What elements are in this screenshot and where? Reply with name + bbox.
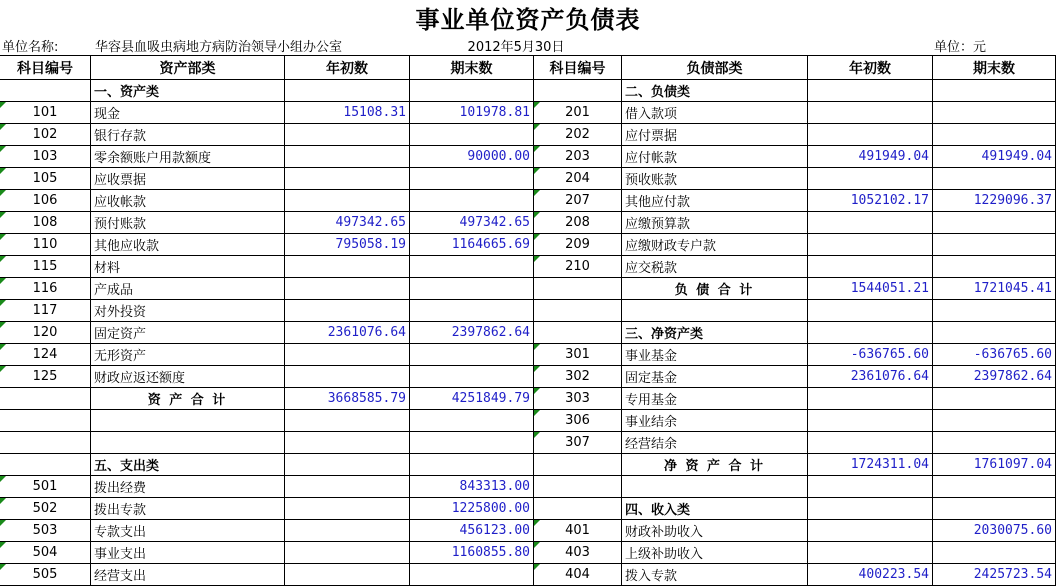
asset-opening-cell[interactable]: [285, 542, 410, 564]
column-header-right-code: 科目编号: [534, 56, 622, 80]
liability-closing-cell[interactable]: [933, 102, 1056, 124]
asset-closing-cell[interactable]: 1225800.00: [410, 498, 534, 520]
asset-name-cell[interactable]: 零余额账户用款额度: [91, 146, 285, 168]
asset-closing-cell[interactable]: [410, 190, 534, 212]
liability-total-spacer: [534, 278, 622, 300]
asset-total-label: 资 产 合 计: [91, 388, 285, 410]
asset-opening-cell[interactable]: [285, 564, 410, 586]
liability-closing-cell[interactable]: [933, 498, 1056, 520]
asset-closing-cell[interactable]: 101978.81: [410, 102, 534, 124]
asset-code-cell: 117: [0, 300, 91, 322]
liability-closing-cell[interactable]: [933, 80, 1056, 102]
asset-opening-cell[interactable]: [285, 256, 410, 278]
liability-code-cell: [534, 322, 622, 344]
liability-code-cell: 403: [534, 542, 622, 564]
asset-code-cell: 103: [0, 146, 91, 168]
liability-code-cell: 404: [534, 564, 622, 586]
asset-name-cell[interactable]: 事业支出: [91, 542, 285, 564]
asset-opening-cell[interactable]: [285, 168, 410, 190]
asset-closing-cell[interactable]: [410, 300, 534, 322]
asset-opening-cell[interactable]: 15108.31: [285, 102, 410, 124]
asset-code-cell: 504: [0, 542, 91, 564]
liability-code-cell: [534, 476, 622, 498]
liability-closing-cell[interactable]: 2030075.60: [933, 520, 1056, 542]
asset-code-cell: 108: [0, 212, 91, 234]
liability-name-cell[interactable]: 财政补助收入: [622, 520, 808, 542]
liability-opening-cell[interactable]: [808, 168, 933, 190]
liability-code-cell: [534, 498, 622, 520]
liability-name-cell[interactable]: 预收账款: [622, 168, 808, 190]
asset-opening-cell[interactable]: [285, 454, 410, 476]
liability-opening-cell[interactable]: 491949.04: [808, 146, 933, 168]
liability-opening-cell[interactable]: 2361076.64: [808, 366, 933, 388]
asset-code-cell: 124: [0, 344, 91, 366]
liability-closing-cell[interactable]: [933, 476, 1056, 498]
liability-name-cell[interactable]: 应缴预算款: [622, 212, 808, 234]
liability-opening-cell[interactable]: [808, 498, 933, 520]
liability-opening-cell[interactable]: [808, 80, 933, 102]
liability-name-cell[interactable]: [622, 300, 808, 322]
asset-code-cell: [0, 454, 91, 476]
column-header-right-opening: 年初数: [808, 56, 933, 80]
liability-code-cell: 307: [534, 432, 622, 454]
asset-name-cell[interactable]: 应收帐款: [91, 190, 285, 212]
column-header-left-name: 资产部类: [91, 56, 285, 80]
liability-name-cell[interactable]: 拨入专款: [622, 564, 808, 586]
asset-closing-cell[interactable]: [410, 432, 534, 454]
column-header-left-code: 科目编号: [0, 56, 91, 80]
asset-name-cell[interactable]: 预付账款: [91, 212, 285, 234]
liability-code-cell: [534, 80, 622, 102]
asset-name-cell[interactable]: 无形资产: [91, 344, 285, 366]
asset-closing-cell[interactable]: 843313.00: [410, 476, 534, 498]
total-opening-value[interactable]: 1724311.04: [808, 454, 933, 476]
liability-code-cell: 209: [534, 234, 622, 256]
asset-opening-cell[interactable]: [285, 80, 410, 102]
asset-name-cell[interactable]: [91, 432, 285, 454]
liability-closing-cell[interactable]: [933, 300, 1056, 322]
report-date[interactable]: 2012年5月30日: [467, 39, 565, 55]
asset-code-cell: 102: [0, 124, 91, 146]
liability-opening-cell[interactable]: [808, 212, 933, 234]
asset-closing-cell[interactable]: 1164665.69: [410, 234, 534, 256]
asset-code-cell: 120: [0, 322, 91, 344]
asset-closing-cell[interactable]: 456123.00: [410, 520, 534, 542]
asset-closing-cell[interactable]: [410, 124, 534, 146]
liability-code-cell: 210: [534, 256, 622, 278]
liability-name-cell[interactable]: 固定基金: [622, 366, 808, 388]
liability-total-label: 负 债 合 计: [622, 278, 808, 300]
asset-closing-cell[interactable]: 90000.00: [410, 146, 534, 168]
asset-opening-cell[interactable]: [285, 366, 410, 388]
asset-code-cell: 106: [0, 190, 91, 212]
liability-closing-cell[interactable]: [933, 256, 1056, 278]
liability-code-cell: 208: [534, 212, 622, 234]
total-opening-value[interactable]: 1544051.21: [808, 278, 933, 300]
asset-name-cell[interactable]: 银行存款: [91, 124, 285, 146]
asset-opening-cell[interactable]: [285, 410, 410, 432]
asset-code-cell: 110: [0, 234, 91, 256]
asset-name-cell[interactable]: 财政应返还额度: [91, 366, 285, 388]
liability-opening-cell[interactable]: [808, 102, 933, 124]
liability-closing-cell[interactable]: [933, 542, 1056, 564]
asset-name-cell[interactable]: 专款支出: [91, 520, 285, 542]
asset-opening-cell[interactable]: [285, 190, 410, 212]
liability-opening-cell[interactable]: [808, 322, 933, 344]
total-closing-value[interactable]: 4251849.79: [410, 388, 534, 410]
liability-code-cell: 201: [534, 102, 622, 124]
asset-opening-cell[interactable]: [285, 124, 410, 146]
liability-name-cell[interactable]: 其他应付款: [622, 190, 808, 212]
asset-total-spacer: [0, 388, 91, 410]
column-header-left-closing: 期末数: [410, 56, 534, 80]
liability-name-cell[interactable]: 借入款项: [622, 102, 808, 124]
liability-code-cell: 302: [534, 366, 622, 388]
liability-name-cell[interactable]: 上级补助收入: [622, 542, 808, 564]
asset-opening-cell[interactable]: [285, 278, 410, 300]
liability-code-cell: 204: [534, 168, 622, 190]
asset-code-cell: 502: [0, 498, 91, 520]
liability-name-cell[interactable]: 事业基金: [622, 344, 808, 366]
asset-name-cell[interactable]: 其他应收款: [91, 234, 285, 256]
asset-code-cell: 503: [0, 520, 91, 542]
asset-opening-cell[interactable]: [285, 498, 410, 520]
asset-name-cell[interactable]: 拨出经费: [91, 476, 285, 498]
liability-closing-cell[interactable]: 491949.04: [933, 146, 1056, 168]
asset-closing-cell[interactable]: [410, 278, 534, 300]
liability-opening-cell[interactable]: [808, 432, 933, 454]
asset-code-cell: 125: [0, 366, 91, 388]
asset-opening-cell[interactable]: [285, 146, 410, 168]
liability-closing-cell[interactable]: -636765.60: [933, 344, 1056, 366]
asset-closing-cell[interactable]: [410, 454, 534, 476]
liability-closing-cell[interactable]: [933, 168, 1056, 190]
asset-code-cell: 101: [0, 102, 91, 124]
liability-opening-cell[interactable]: -636765.60: [808, 344, 933, 366]
liability-closing-cell[interactable]: 2425723.54: [933, 564, 1056, 586]
asset-opening-cell[interactable]: [285, 520, 410, 542]
liability-total-label: 净 资 产 合 计: [622, 454, 808, 476]
asset-name-cell[interactable]: 材料: [91, 256, 285, 278]
asset-opening-cell[interactable]: [285, 432, 410, 454]
asset-name-cell[interactable]: 对外投资: [91, 300, 285, 322]
total-opening-value[interactable]: 3668585.79: [285, 388, 410, 410]
liability-closing-cell[interactable]: [933, 234, 1056, 256]
asset-closing-cell[interactable]: 2397862.64: [410, 322, 534, 344]
liability-closing-cell[interactable]: 2397862.64: [933, 366, 1056, 388]
liability-code-cell: 401: [534, 520, 622, 542]
asset-closing-cell[interactable]: [410, 564, 534, 586]
liability-name-cell[interactable]: 三、净资产类: [622, 322, 808, 344]
liability-name-cell[interactable]: 应付帐款: [622, 146, 808, 168]
liability-name-cell[interactable]: 应交税款: [622, 256, 808, 278]
asset-code-cell: 116: [0, 278, 91, 300]
liability-code-cell: 306: [534, 410, 622, 432]
liability-opening-cell[interactable]: [808, 124, 933, 146]
liability-name-cell[interactable]: [622, 476, 808, 498]
asset-closing-cell[interactable]: [410, 80, 534, 102]
asset-name-cell[interactable]: 拨出专款: [91, 498, 285, 520]
column-header-right-closing: 期末数: [933, 56, 1056, 80]
asset-closing-cell[interactable]: [410, 344, 534, 366]
total-closing-value[interactable]: 1761097.04: [933, 454, 1056, 476]
sheet-title: 事业单位资产负债表: [415, 5, 641, 34]
liability-opening-cell[interactable]: [808, 542, 933, 564]
liability-name-cell[interactable]: 专用基金: [622, 388, 808, 410]
unit-name-label: 单位名称:: [2, 39, 59, 55]
asset-opening-cell[interactable]: [285, 344, 410, 366]
asset-code-cell: 501: [0, 476, 91, 498]
liability-closing-cell[interactable]: [933, 388, 1056, 410]
asset-name-cell[interactable]: 应收票据: [91, 168, 285, 190]
column-header-left-opening: 年初数: [285, 56, 410, 80]
asset-opening-cell[interactable]: 795058.19: [285, 234, 410, 256]
asset-closing-cell[interactable]: 1160855.80: [410, 542, 534, 564]
asset-name-cell[interactable]: 固定资产: [91, 322, 285, 344]
asset-opening-cell[interactable]: [285, 476, 410, 498]
asset-name-cell[interactable]: [91, 410, 285, 432]
liability-opening-cell[interactable]: 400223.54: [808, 564, 933, 586]
liability-name-cell[interactable]: 应付票据: [622, 124, 808, 146]
liability-code-cell: 303: [534, 388, 622, 410]
liability-total-spacer: [534, 454, 622, 476]
asset-name-cell[interactable]: 一、资产类: [91, 80, 285, 102]
asset-opening-cell[interactable]: 497342.65: [285, 212, 410, 234]
liability-opening-cell[interactable]: [808, 476, 933, 498]
liability-code-cell: 202: [534, 124, 622, 146]
asset-code-cell: 105: [0, 168, 91, 190]
asset-closing-cell[interactable]: [410, 366, 534, 388]
asset-name-cell[interactable]: 产成品: [91, 278, 285, 300]
liability-opening-cell[interactable]: [808, 234, 933, 256]
liability-closing-cell[interactable]: 1229096.37: [933, 190, 1056, 212]
total-closing-value[interactable]: 1721045.41: [933, 278, 1056, 300]
liability-closing-cell[interactable]: [933, 432, 1056, 454]
asset-closing-cell[interactable]: 497342.65: [410, 212, 534, 234]
asset-name-cell[interactable]: 现金: [91, 102, 285, 124]
liability-name-cell[interactable]: 经营结余: [622, 432, 808, 454]
asset-closing-cell[interactable]: [410, 168, 534, 190]
asset-opening-cell[interactable]: [285, 300, 410, 322]
liability-code-cell: 207: [534, 190, 622, 212]
liability-code-cell: 301: [534, 344, 622, 366]
liability-name-cell[interactable]: 二、负债类: [622, 80, 808, 102]
asset-opening-cell[interactable]: 2361076.64: [285, 322, 410, 344]
currency-unit: 单位：元: [934, 39, 987, 55]
liability-opening-cell[interactable]: [808, 388, 933, 410]
liability-closing-cell[interactable]: [933, 410, 1056, 432]
liability-opening-cell[interactable]: [808, 410, 933, 432]
liability-opening-cell[interactable]: [808, 520, 933, 542]
liability-closing-cell[interactable]: [933, 124, 1056, 146]
liability-opening-cell[interactable]: 1052102.17: [808, 190, 933, 212]
liability-closing-cell[interactable]: [933, 322, 1056, 344]
liability-name-cell[interactable]: 应缴财政专户款: [622, 234, 808, 256]
unit-name[interactable]: 华容县血吸虫病地方病防治领导小组办公室: [95, 39, 343, 55]
asset-code-cell: 505: [0, 564, 91, 586]
asset-code-cell: [0, 410, 91, 432]
liability-closing-cell[interactable]: [933, 212, 1056, 234]
asset-closing-cell[interactable]: [410, 410, 534, 432]
asset-code-cell: 115: [0, 256, 91, 278]
liability-code-cell: 203: [534, 146, 622, 168]
column-header-right-name: 负债部类: [622, 56, 808, 80]
asset-closing-cell[interactable]: [410, 256, 534, 278]
asset-code-cell: [0, 80, 91, 102]
asset-code-cell: [0, 432, 91, 454]
liability-code-cell: [534, 300, 622, 322]
asset-name-cell[interactable]: 五、支出类: [91, 454, 285, 476]
liability-name-cell[interactable]: 事业结余: [622, 410, 808, 432]
liability-opening-cell[interactable]: [808, 300, 933, 322]
asset-name-cell[interactable]: 经营支出: [91, 564, 285, 586]
liability-opening-cell[interactable]: [808, 256, 933, 278]
liability-name-cell[interactable]: 四、收入类: [622, 498, 808, 520]
